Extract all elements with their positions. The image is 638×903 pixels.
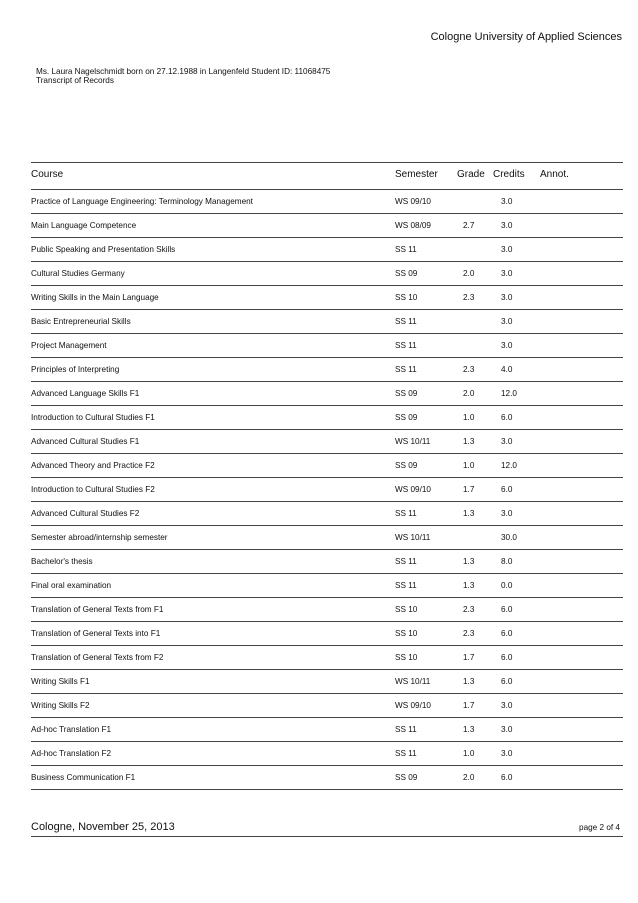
credits-cell: 3.0 — [501, 749, 513, 758]
grade-cell: 1.3 — [463, 437, 475, 446]
credits-cell: 3.0 — [501, 341, 513, 350]
grade-cell: 2.3 — [463, 629, 475, 638]
grade-cell: 1.3 — [463, 725, 475, 734]
grade-cell: 2.3 — [463, 605, 475, 614]
transcript-table — [31, 162, 623, 790]
table-row — [31, 309, 623, 333]
course-cell: Ad-hoc Translation F1 — [31, 725, 112, 734]
table-row — [31, 693, 623, 717]
grade-cell: 1.0 — [463, 749, 475, 758]
semester-cell: SS 11 — [395, 365, 417, 374]
course-cell: Advanced Cultural Studies F2 — [31, 509, 140, 518]
table-row — [31, 549, 623, 573]
course-cell: Basic Entrepreneurial Skills — [31, 317, 131, 326]
course-cell: Advanced Cultural Studies F1 — [31, 437, 140, 446]
semester-cell: SS 09 — [395, 269, 418, 278]
credits-cell: 3.0 — [501, 725, 513, 734]
grade-cell: 2.7 — [463, 221, 475, 230]
page-footer — [31, 818, 623, 837]
table-row — [31, 261, 623, 285]
table-row — [31, 405, 623, 429]
credits-cell: 3.0 — [501, 269, 513, 278]
semester-cell: SS 11 — [395, 749, 417, 758]
grade-cell: 1.3 — [463, 509, 475, 518]
grade-cell: 1.0 — [463, 461, 475, 470]
course-cell: Writing Skills in the Main Language — [31, 293, 159, 302]
course-cell: Cultural Studies Germany — [31, 269, 125, 278]
semester-cell: SS 10 — [395, 605, 418, 614]
table-row — [31, 621, 623, 645]
grade-cell: 1.7 — [463, 485, 475, 494]
table-row — [31, 525, 623, 549]
course-cell: Translation of General Texts from F1 — [31, 605, 164, 614]
table-row — [31, 717, 623, 741]
course-cell: Advanced Theory and Practice F2 — [31, 461, 155, 470]
semester-cell: SS 11 — [395, 341, 417, 350]
credits-cell: 6.0 — [501, 413, 513, 422]
course-cell: Writing Skills F1 — [31, 677, 90, 686]
semester-cell: SS 11 — [395, 509, 417, 518]
grade-cell: 2.3 — [463, 293, 475, 302]
semester-cell: WS 10/11 — [395, 677, 431, 686]
credits-cell: 6.0 — [501, 773, 513, 782]
course-cell: Public Speaking and Presentation Skills — [31, 245, 176, 254]
table-row — [31, 765, 623, 790]
course-cell: Practice of Language Engineering: Terminology Management — [31, 197, 253, 206]
student-info — [36, 67, 330, 85]
grade-cell: 1.3 — [463, 581, 475, 590]
grade-cell: 1.0 — [463, 413, 475, 422]
semester-cell: SS 09 — [395, 773, 418, 782]
column-header-course: Course — [31, 169, 64, 180]
column-header-credits: Credits — [493, 169, 525, 180]
credits-cell: 3.0 — [501, 221, 513, 230]
semester-cell: SS 10 — [395, 653, 418, 662]
table-row — [31, 453, 623, 477]
table-row — [31, 285, 623, 309]
semester-cell: SS 09 — [395, 389, 418, 398]
university-name: Cologne University of Applied Sciences — [430, 31, 622, 43]
credits-cell: 6.0 — [501, 629, 513, 638]
grade-cell: 2.0 — [463, 269, 475, 278]
semester-cell: SS 11 — [395, 557, 417, 566]
semester-cell: SS 11 — [395, 317, 417, 326]
semester-cell: SS 11 — [395, 725, 417, 734]
course-cell: Translation of General Texts into F1 — [31, 629, 161, 638]
course-cell: Main Language Competence — [31, 221, 137, 230]
column-header-annot: Annot. — [540, 169, 569, 180]
semester-cell: SS 10 — [395, 629, 418, 638]
credits-cell: 12.0 — [501, 461, 517, 470]
table-row — [31, 381, 623, 405]
grade-cell: 1.7 — [463, 701, 475, 710]
course-cell: Final oral examination — [31, 581, 112, 590]
credits-cell: 8.0 — [501, 557, 513, 566]
table-row — [31, 333, 623, 357]
page-number: page 2 of 4 — [579, 823, 620, 832]
credits-cell: 3.0 — [501, 509, 513, 518]
semester-cell: SS 09 — [395, 461, 418, 470]
semester-cell: SS 10 — [395, 293, 418, 302]
course-cell: Introduction to Cultural Studies F2 — [31, 485, 155, 494]
credits-cell: 6.0 — [501, 653, 513, 662]
credits-cell: 6.0 — [501, 677, 513, 686]
course-cell: Project Management — [31, 341, 107, 350]
credits-cell: 3.0 — [501, 245, 513, 254]
credits-cell: 3.0 — [501, 197, 513, 206]
table-row — [31, 645, 623, 669]
table-row — [31, 597, 623, 621]
credits-cell: 6.0 — [501, 605, 513, 614]
semester-cell: SS 11 — [395, 581, 417, 590]
semester-cell: SS 11 — [395, 245, 417, 254]
table-row — [31, 501, 623, 525]
course-cell: Bachelor's thesis — [31, 557, 93, 566]
credits-cell: 3.0 — [501, 317, 513, 326]
credits-cell: 3.0 — [501, 437, 513, 446]
semester-cell: WS 08/09 — [395, 221, 431, 230]
student-line: Ms. Laura Nagelschmidt born on 27.12.1988 in Langenfeld Student ID: 11068475 — [36, 67, 331, 76]
grade-cell: 2.3 — [463, 365, 475, 374]
grade-cell: 1.3 — [463, 557, 475, 566]
course-cell: Translation of General Texts from F2 — [31, 653, 164, 662]
document-title: Transcript of Records — [36, 76, 114, 85]
semester-cell: WS 10/11 — [395, 437, 431, 446]
table-header-row — [31, 162, 623, 189]
course-cell: Semester abroad/internship semester — [31, 533, 168, 542]
column-header-grade: Grade — [457, 169, 485, 180]
semester-cell: SS 09 — [395, 413, 418, 422]
table-row — [31, 429, 623, 453]
table-row — [31, 741, 623, 765]
semester-cell: WS 10/11 — [395, 533, 431, 542]
credits-cell: 3.0 — [501, 293, 513, 302]
credits-cell: 6.0 — [501, 485, 513, 494]
credits-cell: 12.0 — [501, 389, 517, 398]
table-row — [31, 477, 623, 501]
table-row — [31, 357, 623, 381]
credits-cell: 30.0 — [501, 533, 517, 542]
table-row — [31, 189, 623, 213]
course-cell: Introduction to Cultural Studies F1 — [31, 413, 155, 422]
credits-cell: 3.0 — [501, 701, 513, 710]
grade-cell: 1.7 — [463, 653, 475, 662]
course-cell: Writing Skills F2 — [31, 701, 90, 710]
grade-cell: 2.0 — [463, 773, 475, 782]
course-cell: Ad-hoc Translation F2 — [31, 749, 112, 758]
table-row — [31, 573, 623, 597]
table-row — [31, 669, 623, 693]
column-header-semester: Semester — [395, 169, 438, 180]
course-cell: Advanced Language Skills F1 — [31, 389, 140, 398]
footer-date: Cologne, November 25, 2013 — [31, 821, 175, 833]
semester-cell: WS 09/10 — [395, 197, 431, 206]
credits-cell: 0.0 — [501, 581, 513, 590]
table-row — [31, 213, 623, 237]
credits-cell: 4.0 — [501, 365, 513, 374]
grade-cell: 2.0 — [463, 389, 475, 398]
course-cell: Principles of Interpreting — [31, 365, 120, 374]
semester-cell: WS 09/10 — [395, 701, 431, 710]
course-cell: Business Communication F1 — [31, 773, 136, 782]
grade-cell: 1.3 — [463, 677, 475, 686]
semester-cell: WS 09/10 — [395, 485, 431, 494]
table-row — [31, 237, 623, 261]
